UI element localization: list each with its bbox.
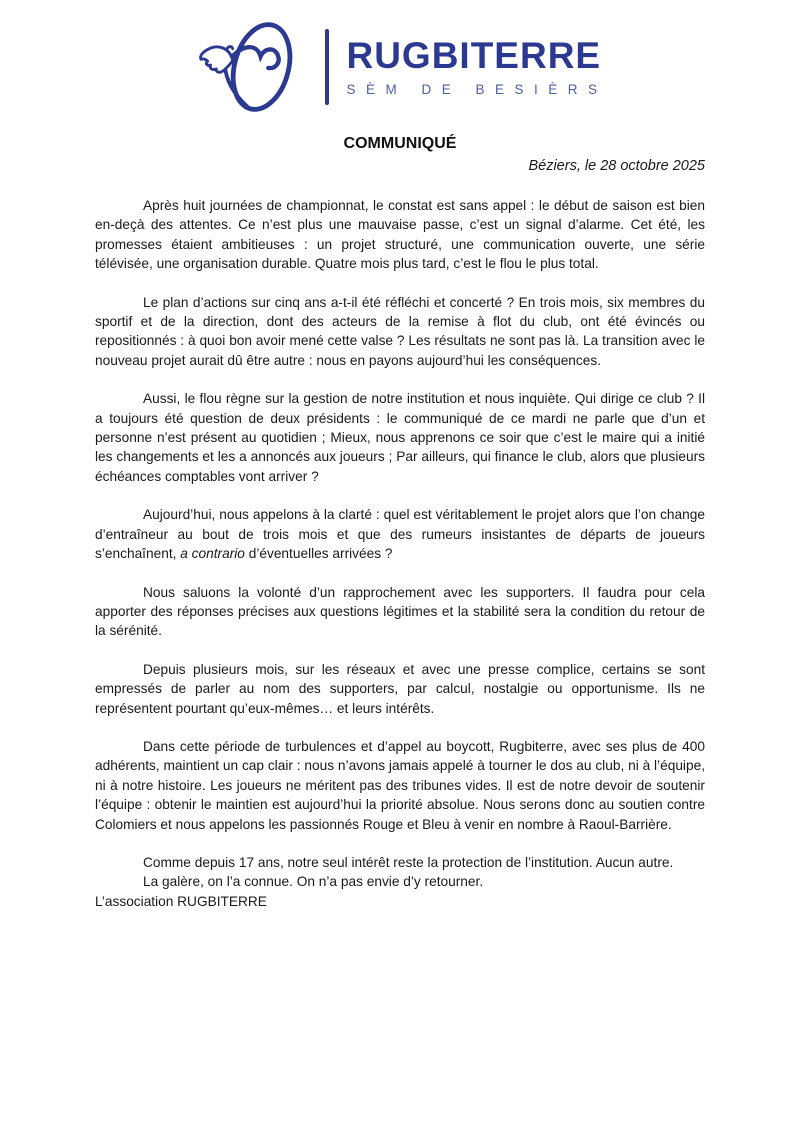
paragraph-4 xyxy=(95,505,705,563)
latin-phrase: a contrario xyxy=(180,546,245,562)
brand-tagline: SÈM DE BESIÈRS xyxy=(346,82,608,97)
brand-name: RUGBITERRE xyxy=(346,35,602,76)
dateline: Béziers, le 28 octobre 2025 xyxy=(528,158,705,174)
paragraph-1: Après huit journées de championnat, le constat est sans appel : le début de saison est bien en-deçà des attentes. Ce n’est plus une mauvaise passe, c’est un signal d’alarme. Cet été, les promesses étaient ambitieuses : un projet structuré, une communication ouverte, une série télévisée, une organisation durable. Quatre mois plus tard, c’est le flou le plus total. xyxy=(95,198,705,272)
paragraph-4-lead: Aujourd’hui, nous appelons à la clarté : quel est véritablement le projet alors que l’on change d’entraîneur au bout de trois mois et que des rumeurs insistantes de départs de joueurs s’enchaînent, xyxy=(95,507,705,562)
paragraph-3: Aussi, le flou règne sur la gestion de notre institution et nous inquiète. Qui dirige ce club ? Il a toujours été question de deux présidents : le communiqué de ce mardi ne parle que d’un et personne n’est présent au quotidien ; Mieux, nous apprenons ce soir que c’est le maire qui a initié les changements et les a annoncés aux joueurs ; Par ailleurs, qui finance le club, alors que plusieurs échéances comptables vont arriver ? xyxy=(95,391,705,484)
document-title: COMMUNIQUÉ xyxy=(343,135,457,152)
paragraph-6: Depuis plusieurs mois, sur les réseaux et avec une presse complice, certains se sont empressés de parler au nom des supporters, par calcul, nostalgie ou opportunisme. Ils ne représentent pourtant qu’eux-mêmes… et leurs intérêts. xyxy=(95,661,705,716)
document-body xyxy=(95,196,705,911)
signature: L’association RUGBITERRE xyxy=(95,893,267,909)
paragraph-8: Comme depuis 17 ans, notre seul intérêt reste la protection de l’institution. Aucun autre. xyxy=(143,854,674,870)
camel-rugby-ball-icon xyxy=(192,17,308,117)
paragraph-4-tail: d’éventuelles arrivées ? xyxy=(244,546,393,562)
paragraph-2: Le plan d’actions sur cinq ans a-t-il été réfléchi et concerté ? En trois mois, six membres du sportif et de la direction, dont des acteurs de la remise à flot du club, ont été évincés ou repositionnés : à quoi bon avoir mené cette valse ? Les résultats ne sont pas là. La transition avec le nouveau projet aurait dû être autre : nous en payons aujourd’hui les conséquences. xyxy=(95,294,705,368)
logo xyxy=(95,16,705,118)
paragraph-7: Dans cette période de turbulences et d’appel au boycott, Rugbiterre, avec ses plus de 400 adhérents, maintient un cap clair : nous n’avons jamais appelé à tourner le dos au club, ni à l’équipe, ni à notre histoire. Les joueurs ne méritent pas des tribunes vides. Il est de notre devoir de soutenir l’équipe : obtenir le maintien est aujourd’hui la priorité absolue. Nous serons donc au soutien contre Colomiers et nous appelons les passionnés Rouge et Bleu à venir en nombre à Raoul-Barrière. xyxy=(95,738,705,832)
logo-divider xyxy=(325,29,329,105)
paragraph-9: La galère, on l’a connue. On n’a pas envie d’y retourner. xyxy=(143,874,484,890)
logo-text xyxy=(346,37,607,97)
paragraph-5: Nous saluons la volonté d’un rapprochement avec les supporters. Il faudra pour cela apporter des réponses précises aux questions légitimes et la stabilité sera la condition du retour de la sérénité. xyxy=(95,584,705,639)
